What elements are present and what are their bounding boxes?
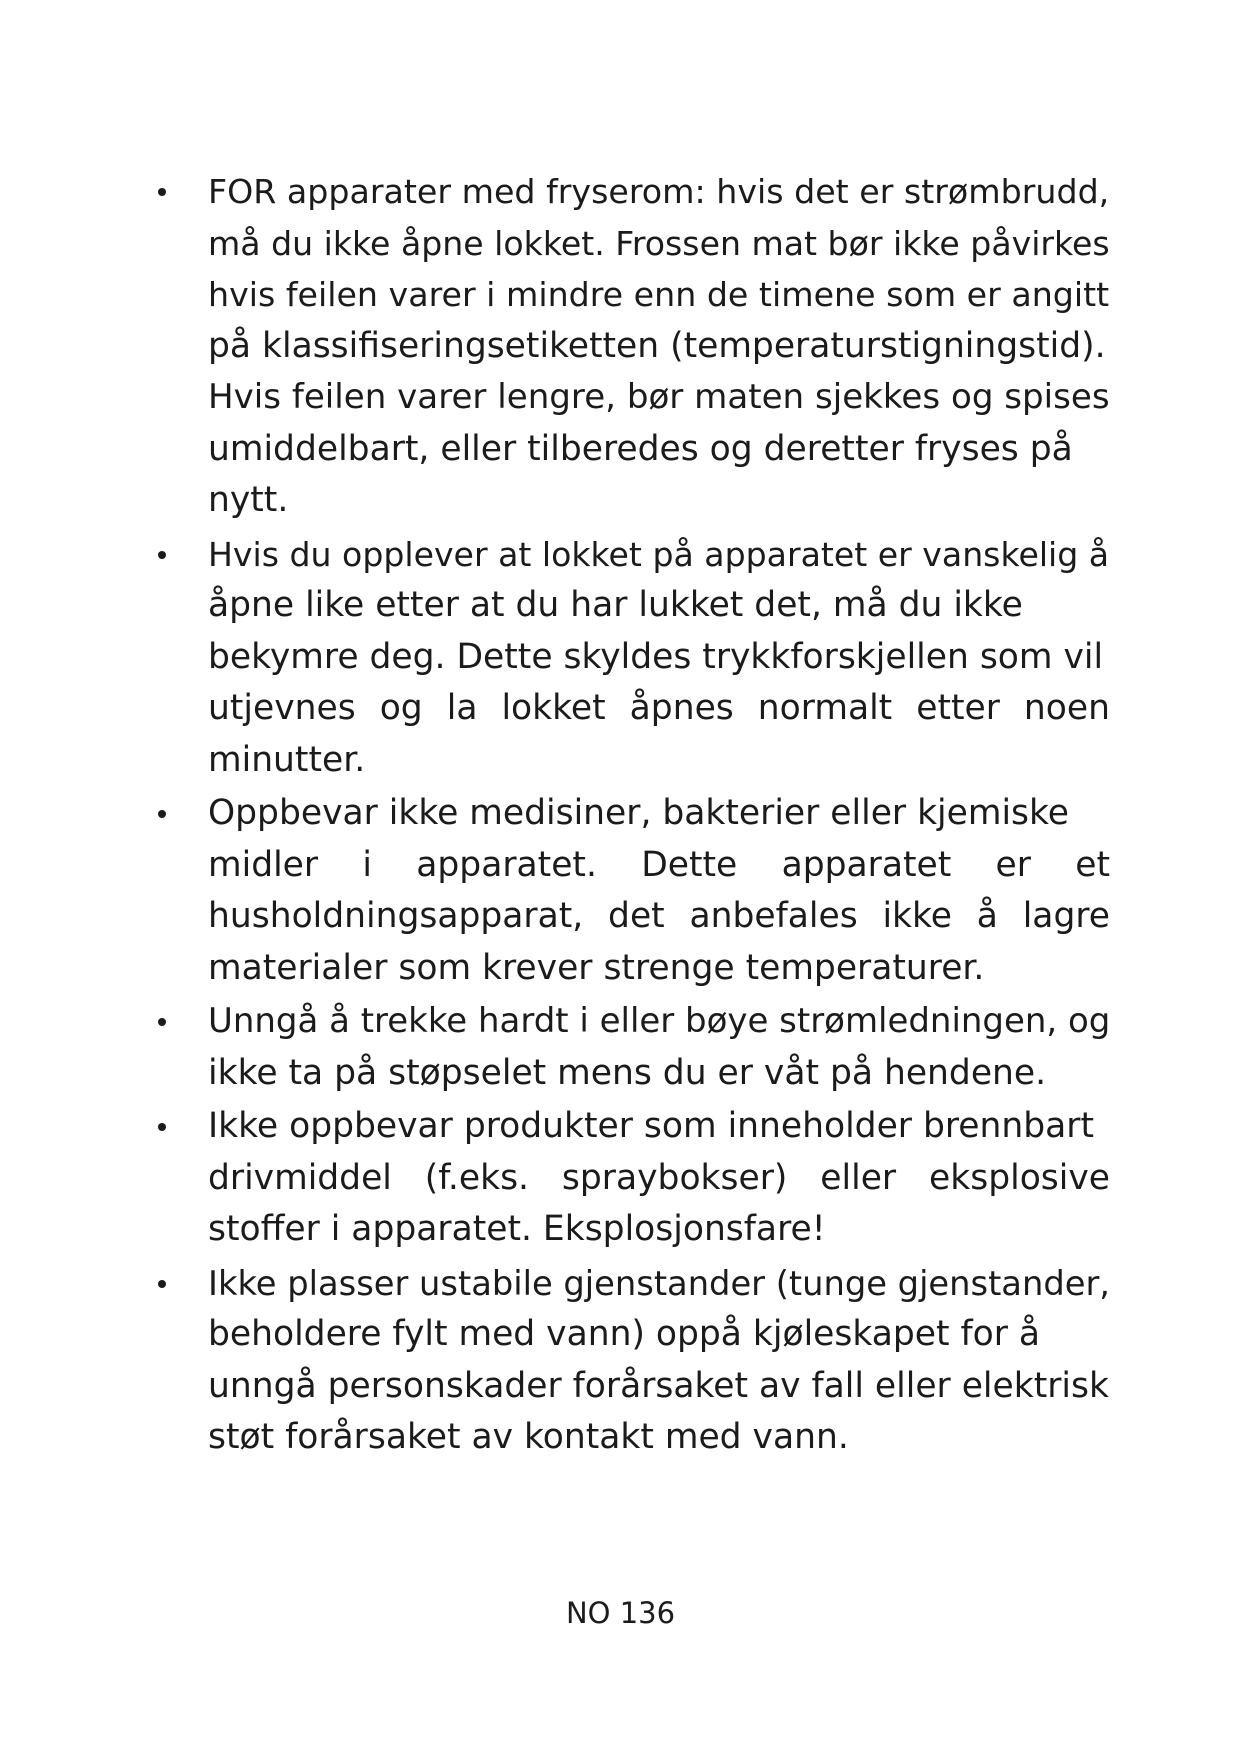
text-line: beholdere fylt med vann) oppå kjøleskapet for å [208,1314,1041,1354]
bullet-icon [158,188,166,196]
text-line: midler i apparatet. Dette apparatet er et [208,844,1110,885]
text-line: FOR apparater med fryserom: hvis det er strømbrudd, [208,172,1110,211]
text-line: støt forårsaket av kontakt med vann. [208,1417,849,1457]
text-line: Hvis feilen varer lengre, bør maten sjekkes og spises [208,377,1110,417]
bullet-icon [158,1280,166,1288]
page-number: NO 136 [565,1596,676,1630]
text-line: må du ikke åpne lokket. Frossen mat bør ikke påvirkes [208,223,1110,263]
text-line: Ikke plasser ustabile gjenstander (tunge gjenstander, [208,1263,1111,1303]
bullet-icon [158,1018,166,1026]
list-item [150,788,1110,994]
text-line: husholdningsapparat, det anbefales ikke å lagre [208,896,1110,936]
text-line: nytt. [208,480,289,520]
list-item [150,996,1110,1099]
text-line: åpne like etter at du har lukket det, må du ikke [208,585,1023,625]
text-line: Hvis du opplever at lokket på apparatet er vanskelig å [208,534,1110,574]
text-line: utjevnes og la lokket åpnes normalt etter noen [208,688,1110,728]
text-line: drivmiddel (f.eks. spraybokser) eller eksplosive [208,1157,1110,1198]
list-item [150,529,1110,787]
bullet-icon [158,1123,166,1131]
text-line: unngå personskader forårsaket av fall eller elektrisk [208,1365,1109,1406]
list-item [150,166,1110,527]
safety-bullet-list [150,166,1110,1466]
text-line: stoffer i apparatet. Eksplosjonsfare! [208,1209,826,1249]
text-line: Unngå å trekke hardt i eller bøye strømledningen, og [208,1001,1111,1041]
text-line: minutter. [208,739,366,780]
text-line: umiddelbart, eller tilberedes og deretter fryses på [208,428,1073,469]
text-line: på klassifiseringsetiketten (temperaturstigningstid). [208,325,1106,366]
text-line: Oppbevar ikke medisiner, bakterier eller kjemiske [208,793,1070,833]
text-line: ikke ta på støpselet mens du er våt på hendene. [208,1052,1047,1093]
bullet-icon [158,551,166,559]
list-item [150,1258,1110,1464]
list-item [150,1101,1110,1256]
text-line: bekymre deg. Dette skyldes trykkforskjellen som vil [208,636,1104,677]
text-line: hvis feilen varer i mindre enn de timene som er angitt [208,275,1110,314]
bullet-icon [158,810,166,818]
text-line: materialer som krever strenge temperaturer. [208,947,985,988]
text-line: Ikke oppbevar produkter som inneholder brennbart [208,1106,1094,1146]
